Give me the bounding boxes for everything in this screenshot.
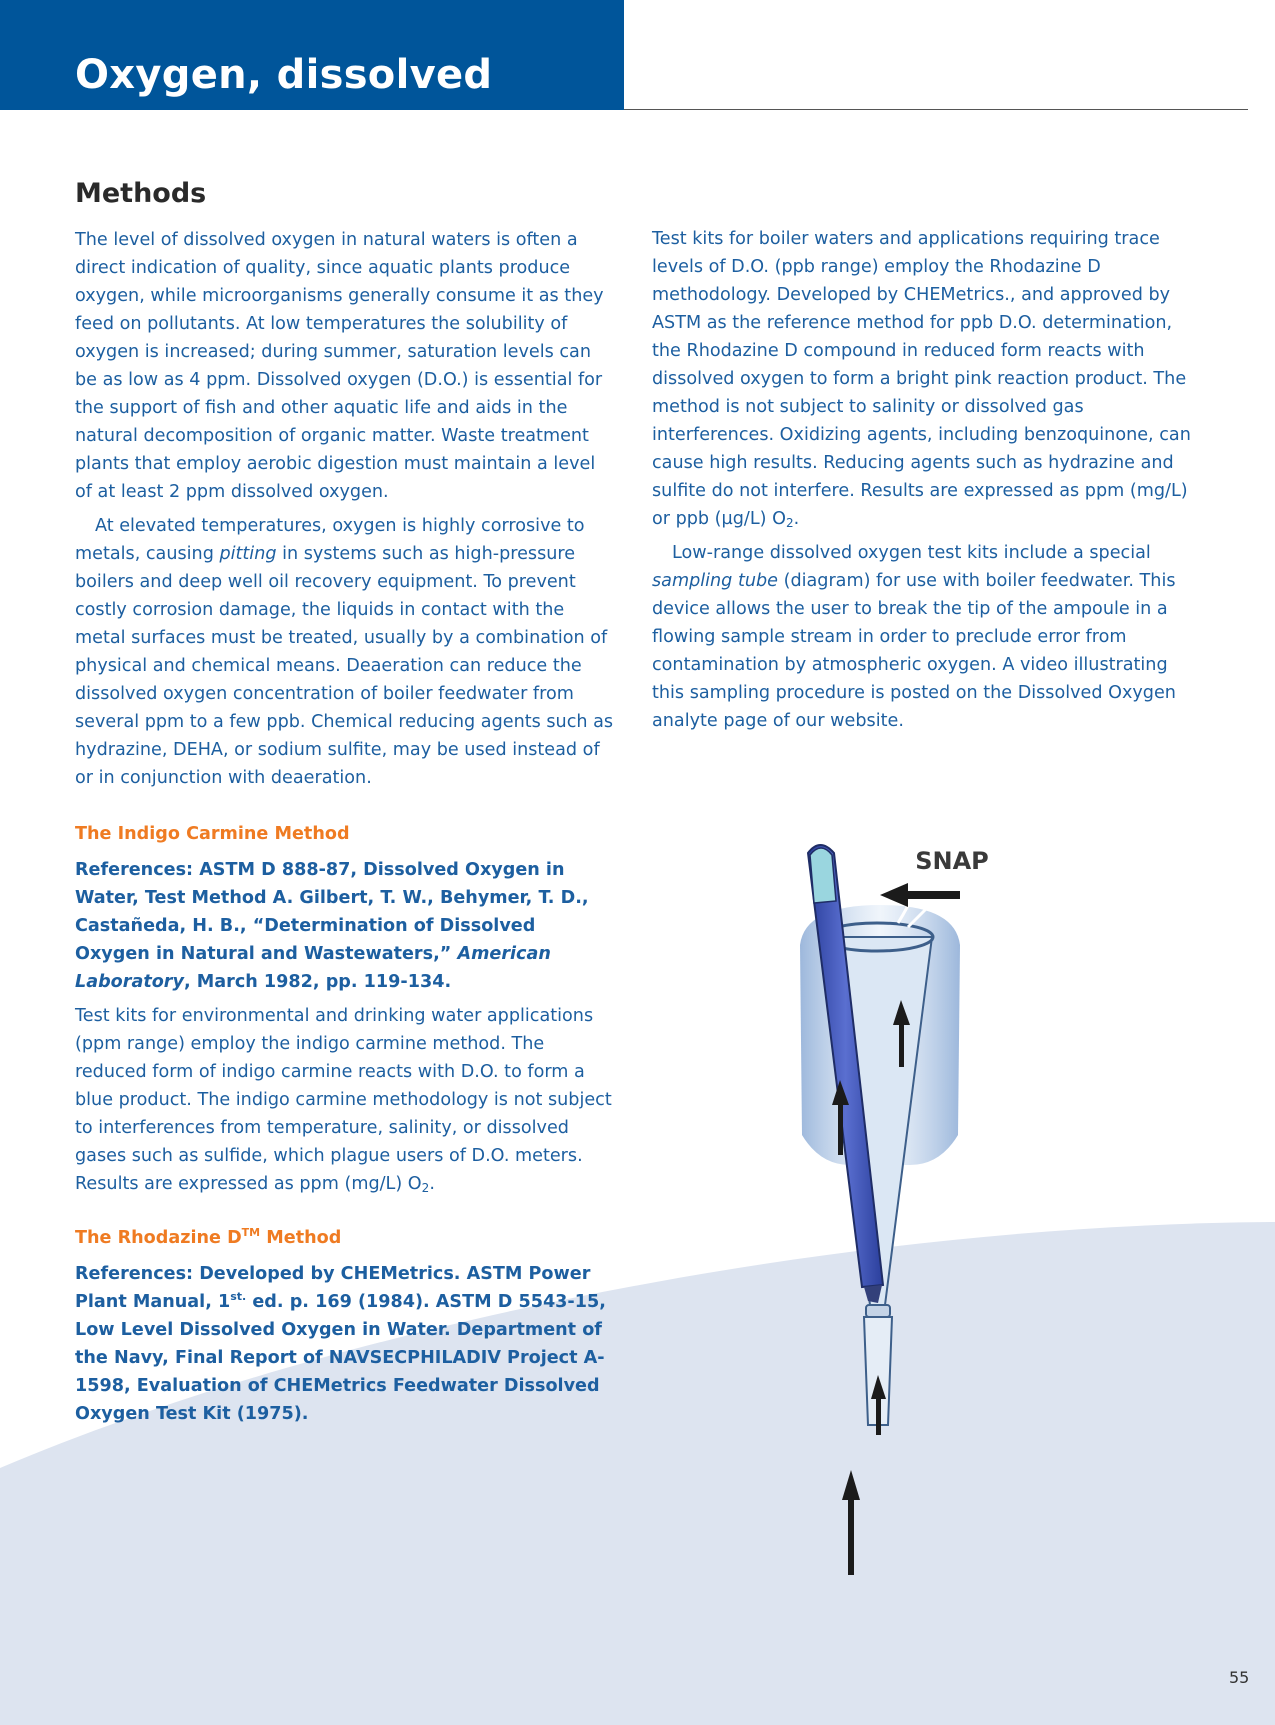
rhodazine-method-heading: The Rhodazine D™ Method <box>75 1226 342 1248</box>
indigo-method-paragraph: Test kits for environmental and drinking water applications (ppm range) employ the indigo carmine method. The reduced form of indigo carmine reacts with D.O. to form a blue product. The indigo carmine methodology is not subject to interferences from temperature, salinity, or dissolved gases such as sulfide, which plague users of D.O. meters. Results are expressed as ppm (mg/L) $O_2$. <box>75 1006 612 1195</box>
page-number: 55 <box>1229 1668 1250 1687</box>
indigo-method-heading: The Indigo Carmine Method <box>75 824 350 844</box>
nozzle <box>866 1305 890 1317</box>
section-heading: Methods <box>75 178 207 209</box>
page-title: Oxygen, dissolved <box>75 52 493 98</box>
sampling-tube-paragraph: Low-range dissolved oxygen test kits include a special sampling tube (diagram) for use with boiler feedwater. This device allows the user to break the tip of the ampoule in a flowing sample stream in order to preclude error from contamination by atmospheric oxygen. A video illustrating this sampling procedure is posted on the Dissolved Oxygen analyte page of our website. <box>652 543 1176 731</box>
corrosion-paragraph: At elevated temperatures, oxygen is highly corrosive to metals, causing pitting in systems such as high-pressure boilers and deep well oil recovery equipment. To prevent costly corrosion damage, the liquids in contact with the metal surfaces must be treated, usually by a combination of physical and chemical means. Deaeration can reduce the dissolved oxygen concentration of boiler feedwater from several ppm to a few ppb. Chemical reducing agents such as hydrazine, DEHA, or sodium sulfite, may be used instead of or in conjunction with deaeration. <box>75 516 614 788</box>
header-rule <box>624 109 1248 110</box>
rhodazine-paragraph: Test kits for boiler waters and applications requiring trace levels of D.O. (ppb range) employ the Rhodazine D methodology. Developed by CHEMetrics., and approved by ASTM as the reference method for ppb D.O. determination, the Rhodazine D compound in reduced form reacts with dissolved oxygen to form a bright pink reaction product. The method is not subject to salinity or dissolved gas interferences. Oxidizing agents, including benzoquinone, can cause high results. Reducing agents such as hydrazine and sulfite do not interfere. Results are expressed as ppm (mg/L) or ppb (µg/L) $O_2$. <box>652 229 1191 530</box>
intro-paragraph: The level of dissolved oxygen in natural waters is often a direct indication of quality, since aquatic plants produce oxygen, while microorganisms generally consume it as they feed on pollutants. At low temperatures the solubility of oxygen is increased; during summer, saturation levels can be as low as 4 ppm. Dissolved oxygen (D.O.) is essential for the support of fish and other aquatic life and aids in the natural decomposition of organic matter. Waste treatment plants that employ aerobic digestion must maintain a level of at least 2 ppm dissolved oxygen. <box>75 230 604 502</box>
indigo-references: References: ASTM D 888-87, Dissolved Oxygen in Water, Test Method A. Gilbert, T. W., Behymer, T. D., Castañeda, H. B., “Determination of Dissolved Oxygen in Natural and Wastewaters,” American Laboratory, March 1982, pp. 119-134. <box>75 860 589 992</box>
sampling-tube-diagram <box>790 835 1080 1575</box>
left-column <box>75 226 615 1434</box>
rhodazine-references: References: Developed by CHEMetrics. ASTM Power Plant Manual, $1^{st.}$ ed. p. 169 (1984). ASTM D 5543-15, Low Level Dissolved Oxygen in Water. Department of the Navy, Final Report of NAVSECPHILADIV Project A-1598, Evaluation of CHEMetrics Feedwater Dissolved Oxygen Test Kit (1975). <box>75 1264 606 1424</box>
header-band <box>0 0 624 110</box>
snap-label: SNAP <box>915 847 989 875</box>
snap-arrow-icon <box>880 883 960 907</box>
right-column <box>652 225 1197 741</box>
